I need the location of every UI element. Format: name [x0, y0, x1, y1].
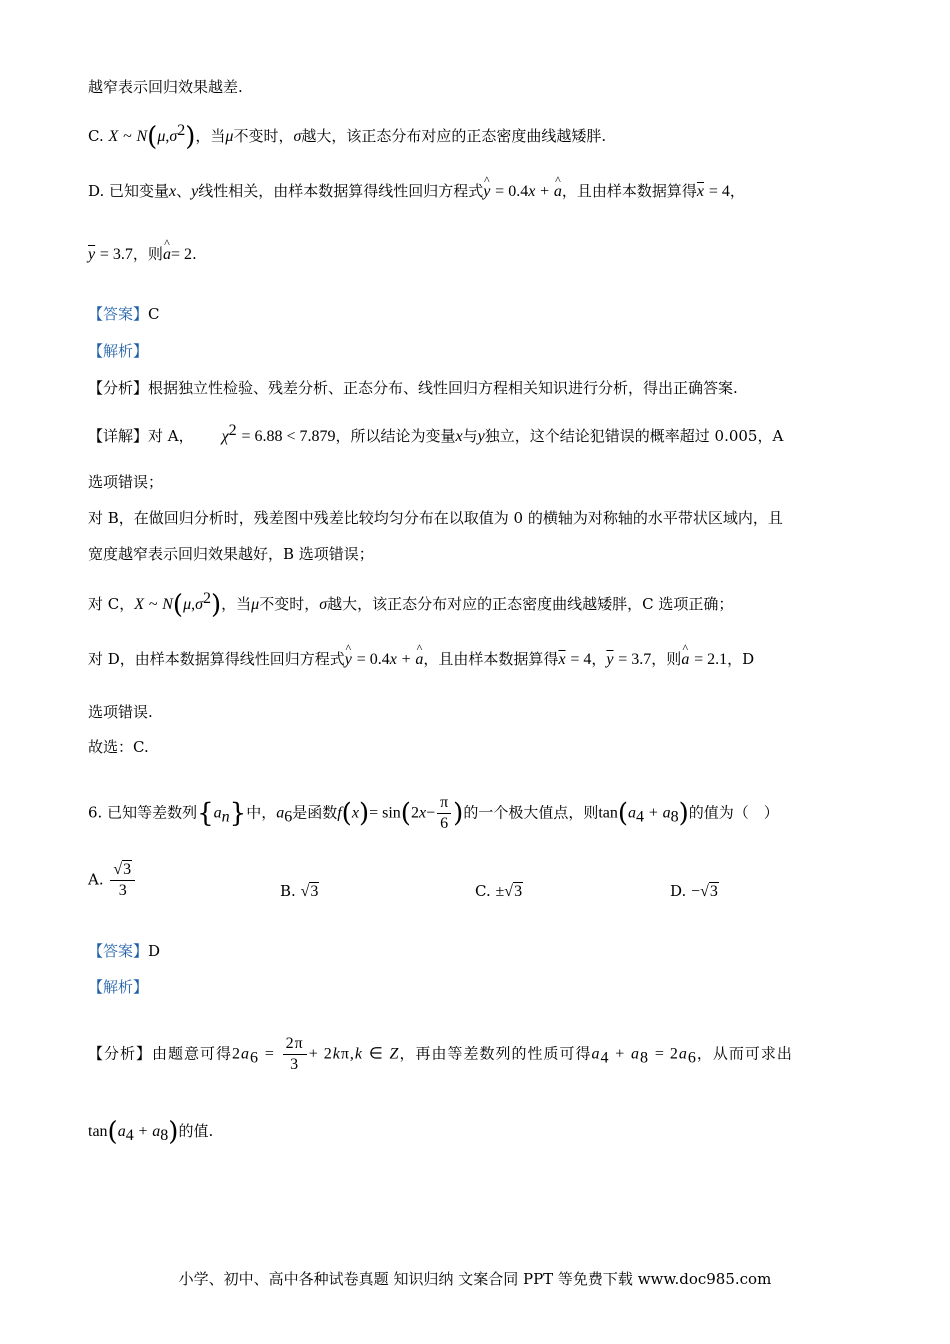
- analysis-heading-2: 【解析】: [88, 978, 149, 996]
- q6-option-c: C. ±√3: [475, 882, 523, 900]
- detail-d-cont: 选项错误.: [88, 703, 153, 721]
- analysis-heading-1: 【解析】: [88, 342, 149, 360]
- fenxi-2: 【分析】由题意可得$2a_6$ = $\frac{2\pi}{3}$ + 2kπ,k ∈ Z，再由等差数列的性质可得$a_4 + a_8 = 2a_6$，从而可求出: [88, 1035, 793, 1073]
- page-footer: 小学、初中、高中各种试卷真题 知识归纳 文案合同 PPT 等免费下载 www.doc985.com: [178, 1270, 772, 1288]
- fenxi-2-cont: $\tan(a_4 + a_8)$的值.: [88, 1117, 214, 1147]
- question-6: 6. 已知等差数列$\{a_n\}$中，$a_6$是函数f(x)= sin(2x− $\frac{\pi}{6}$ )的一个极大值点，则$\tan(a_4 + a_8)$的值为（ ）: [88, 794, 779, 832]
- fenxi-1: 【分析】根据独立性检验、残差分析、正态分布、线性回归方程相关知识进行分析，得出正确答案.: [88, 379, 738, 397]
- option-d-cont: $\overline{y} = 3.7$，则^ a= 2.: [88, 243, 862, 266]
- detail-d: 对 D，由样本数据算得线性回归方程式^ y = 0.4x + ^ a，且由样本数据算得$\overline{x} = 4$，$\overline{y} = 3.7$，则^ a = 2.1，D: [88, 648, 862, 671]
- option-c: C. X ~ $N(\mu,\sigma^2)$，当μ不变时，σ越大，该正态分布对应的正态密度曲线越矮胖.: [88, 122, 607, 152]
- answer-1: 【答案】C: [88, 305, 160, 323]
- answer-2: 【答案】D: [88, 942, 161, 960]
- q6-option-b: B. √3: [280, 882, 319, 900]
- detail-a: 【详解】对 A， $\chi^2 = 6.88 < 7.879$，所以结论为变量x与y独立，这个结论犯错误的概率超过 0.005，A: [88, 422, 784, 445]
- option-d: D. 已知变量x、y线性相关，由样本数据算得线性回归方程式^ y = 0.4x + ^ a，且由样本数据算得$\overline{x} = 4$，: [88, 180, 862, 203]
- text-line: 越窄表示回归效果越差.: [88, 78, 243, 96]
- detail-b: 对 B，在做回归分析时，残差图中残差比较均匀分布在以取值为 0 的横轴为对称轴的水平带状区域内，且: [88, 509, 783, 527]
- detail-b-cont: 宽度越窄表示回归效果越好，B 选项错误；: [88, 545, 374, 563]
- q6-option-a: A. $\frac{√3}{3}$: [88, 860, 137, 901]
- detail-a-cont: 选项错误；: [88, 473, 164, 491]
- detail-c: 对 C，X ~ $N(\mu,\sigma^2)$，当μ不变时，σ越大，该正态分布对应的正态密度曲线越矮胖，C 选项正确；: [88, 590, 734, 620]
- chosen-answer: 故选：C.: [88, 738, 149, 756]
- q6-option-d: D. −√3: [670, 882, 718, 900]
